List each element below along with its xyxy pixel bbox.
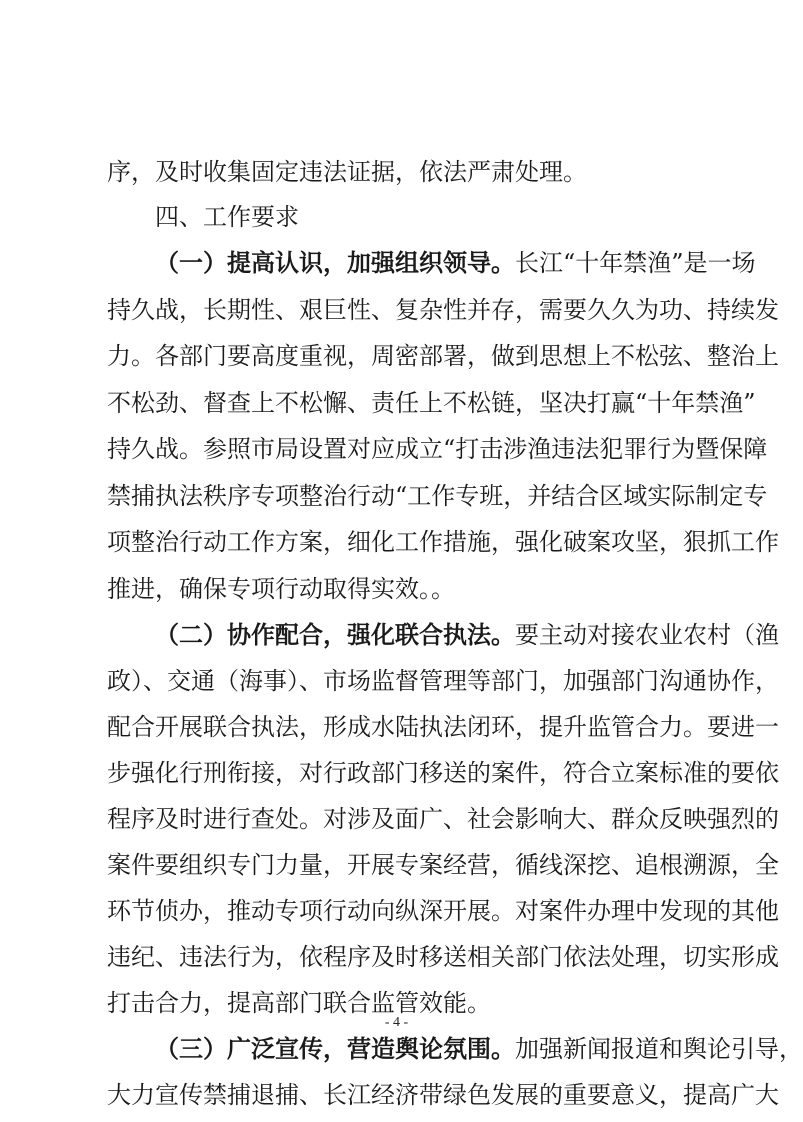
paragraph-line: 不松劲、督查上不松懈、责任上不松链，坚决打赢“十年禁渔”: [107, 389, 756, 417]
item2-first-line: [155, 614, 779, 656]
paragraph-line: 持久战，长期性、艰巨性、复杂性并存，需要久久为功、持续发: [107, 296, 779, 324]
paragraph-line: 程序及时进行查处。对涉及面广、社会影响大、群众反映强烈的: [107, 805, 779, 833]
paragraph-line: 配合开展联合执法，形成水陆执法闭环，提升监管合力。要进一: [107, 713, 779, 741]
paragraph-line: 项整治行动工作方案，细化工作措施，强化破案攻坚，狠抓工作: [107, 528, 779, 556]
paragraph-line: 力。各部门要高度重视，周密部署，做到思想上不松弦、整治上: [107, 342, 779, 370]
item1-first-line: [155, 242, 756, 284]
paragraph-line: 政）、交通（海事）、市场监督管理等部门，加强部门沟通协作，: [107, 667, 779, 695]
paragraph-line: 大力宣传禁捕退捕、长江经济带绿色发展的重要意义，提高广大: [107, 1081, 779, 1109]
item2-title: （二）协作配合，强化联合执法。: [155, 620, 515, 649]
paragraph-line: 打击合力，提高部门联合监管效能。: [107, 989, 491, 1017]
paragraph-line: 禁捕执法秩序专项整治行动“工作专班，并结合区域实际制定专: [107, 482, 768, 510]
section-heading: 四、工作要求: [155, 203, 299, 231]
item3-first-line: [155, 1028, 803, 1070]
page-number: - 4 -: [384, 1015, 409, 1030]
paragraph-line: 环节侦办，推动专项行动向纵深开展。对案件办理中发现的其他: [107, 897, 779, 925]
paragraph-line: 违纪、违法行为，依程序及时移送相关部门依法处理，切实形成: [107, 943, 779, 971]
item3-text: 加强新闻报道和舆论引导，: [515, 1035, 803, 1063]
paragraph-line: 持久战。参照市局设置对应成立“打击涉渔违法犯罪行为暨保障: [107, 435, 768, 463]
paragraph-line: 案件要组织专门力量，开展专案经营，循线深挖、追根溯源，全: [107, 851, 779, 879]
item2-text: 要主动对接农业农村（渔: [515, 621, 779, 649]
item1-text: 长江“十年禁渔”是一场: [515, 249, 756, 277]
item1-title: （一）提高认识，加强组织领导。: [155, 248, 515, 277]
paragraph-line: 步强化行刑衔接，对行政部门移送的案件，符合立案标准的要依: [107, 759, 779, 787]
paragraph-line: 序，及时收集固定违法证据，依法严肃处理。: [107, 158, 587, 186]
paragraph-line: 推进，确保专项行动取得实效。。: [107, 575, 455, 603]
item3-title: （三）广泛宣传，营造舆论氛围。: [155, 1034, 515, 1063]
